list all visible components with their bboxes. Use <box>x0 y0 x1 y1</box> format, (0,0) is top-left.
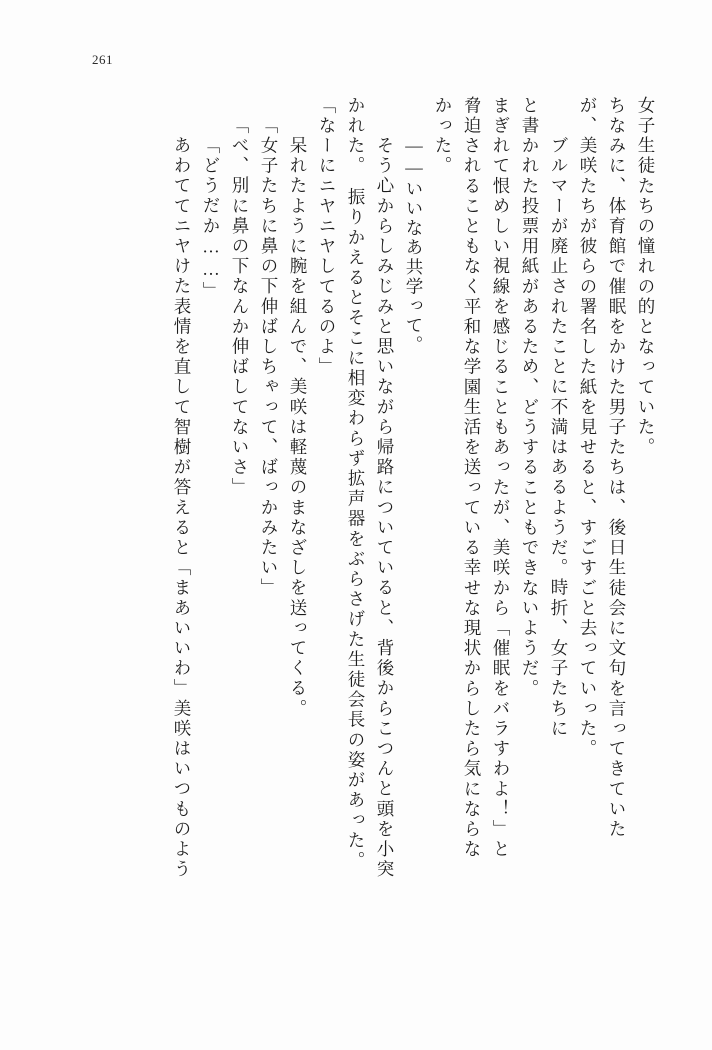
text-column: あわててニヤけた表情を直して智樹が答えると「まあいいわ」美咲はいつものよう <box>172 116 192 880</box>
vertical-text-body <box>64 96 654 976</box>
text-column: そう心からしみじみと思いながら帰路についていると、背後からこつんと頭を小突 <box>375 116 395 880</box>
text-column: まぎれて恨めしい視線を感じることもあったが、美咲から「催眠をバラすわよ！」と <box>491 96 511 860</box>
text-column: 呆れたように腕を組んで、美咲は軽蔑のまなざしを送ってくる。 <box>288 116 308 719</box>
text-column: 「なーにニヤニヤしてるのよ」 <box>317 96 337 378</box>
text-column: 脅迫されることもなく平和な学園生活を送っている幸せな現状からしたら気にならな <box>462 96 482 860</box>
text-column: 「べ、別に鼻の下なんか伸ばしてないさ」 <box>230 116 250 498</box>
text-column: 女子生徒たちの憧れの的となっていた。 <box>636 96 656 458</box>
text-column: かれた。 振りかえるとそこに相変わらず拡声器をぶらさげた生徒会長の姿があった。 <box>346 96 366 872</box>
page-number: 261 <box>92 52 113 67</box>
text-column: ブルマーが廃止されたことに不満はあるようだ。時折、女子たちに <box>549 116 569 740</box>
text-column: と書かれた投票用紙があるため、どうすることもできないようだ。 <box>520 96 540 699</box>
text-column: ――いいなあ共学って。 <box>404 116 424 355</box>
text-column: かった。 <box>433 96 453 177</box>
text-column: ちなみに、体育館で催眠をかけた男子たちは、後日生徒会に文句を言ってきていた <box>607 96 627 840</box>
text-column: が、美咲たちが彼らの署名した紙を見せると、すごすごと去っていった。 <box>578 96 598 760</box>
text-column: 「どうだか……」 <box>201 136 221 302</box>
text-column: 「女子たちに鼻の下伸ばしちゃって、ばっかみたい」 <box>259 116 279 599</box>
